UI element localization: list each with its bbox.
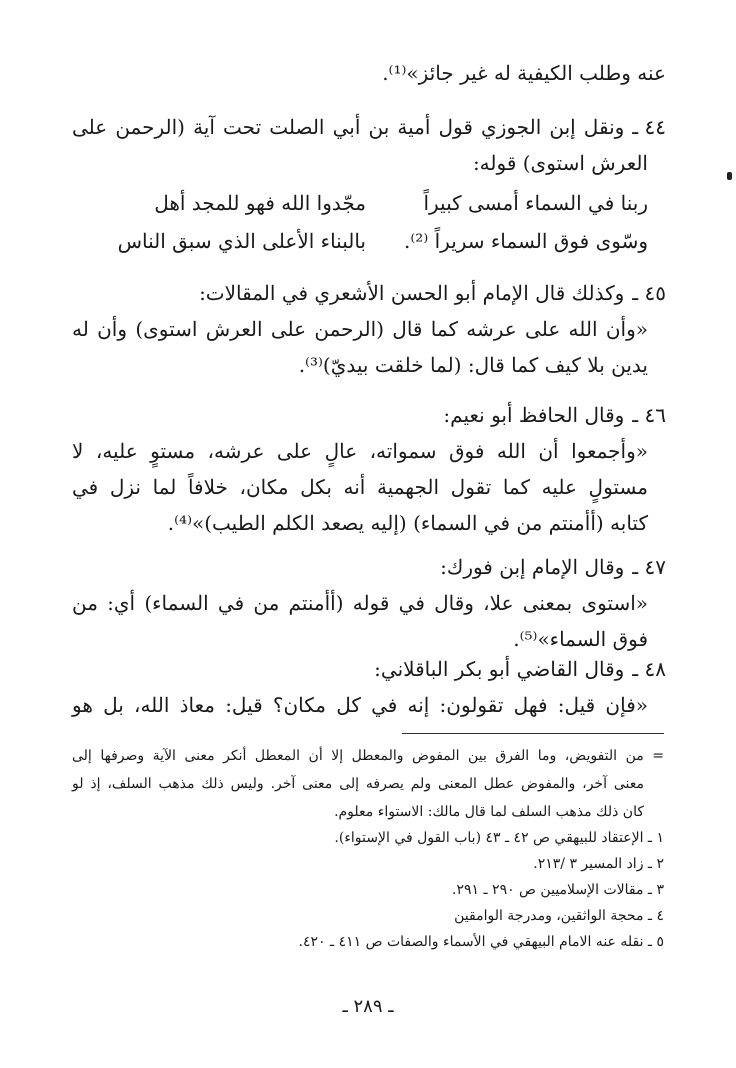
paragraph-45-line-1: ٤٥ ـوكذلك قال الإمام أبو الحسن الأشعري في المقالات:	[199, 278, 666, 308]
paragraph-46-line-2: «وأجمعوا أن الله فوق سمواته، عالٍ على عرشه، مستوٍ عليه، لا	[72, 439, 648, 463]
footnote-5: ٥ ـ نقله عنه الامام البيهقي في الأسماء والصفات ص ٤١١ ـ ٤٢٠.	[298, 934, 664, 950]
footnote-1: ١ ـ الإعتقاد للبيهقي ص ٤٢ ـ ٤٣ (باب القول في الإستواء).	[334, 830, 664, 846]
margin-mark	[727, 172, 732, 180]
paragraph-47-line-3: فوق السماء»⁽⁵⁾.	[513, 627, 648, 651]
page-number: ـ ٢٨٩ ـ	[342, 996, 394, 1017]
item-number: ٤٥ ـ	[632, 281, 666, 305]
verse-hemistich: بالبناء الأعلى الذي سبق الناس	[117, 229, 366, 253]
item-number: ٤٦ ـ	[632, 403, 666, 427]
footnote-4: ٤ ـ محجة الواثقين، ومدرجة الوامقين	[454, 908, 664, 924]
text-line: عنه وطلب الكيفية له غير جائز»⁽¹⁾.	[382, 61, 666, 85]
verse-hemistich: مجّدوا الله فهو للمجد أهل	[154, 191, 366, 215]
verse-hemistich: ربنا في السماء أمسى كبيراً	[423, 191, 648, 215]
paragraph-46-line-1: ٤٦ ـوقال الحافظ أبو نعيم:	[443, 400, 666, 430]
paragraph-45-line-3: يدين بلا كيف كما قال: (لما خلقت بيديّ)⁽³⁾.	[298, 353, 648, 377]
paragraph-47-line-1: ٤٧ ـوقال الإمام إبن فورك:	[440, 552, 666, 582]
paragraph-47-line-2: «استوى بمعنى علا، وقال في قوله (أأمنتم من في السماء) أي: من	[72, 591, 648, 615]
item-number: ٤٧ ـ	[632, 555, 666, 579]
paragraph-44-line-1: ٤٤ ـونقل إبن الجوزي قول أمية بن أبي الصلت تحت آية (الرحمن على	[72, 112, 666, 142]
item-number: ٤٤ ـ	[632, 115, 666, 139]
paragraph-46-line-3: مستولٍ عليه كما تقول الجهمية أنه بكل مكان، خلافاً لما نزل في	[72, 475, 648, 499]
footnote-continuation: معنى آخر، والمفوض عطل المعنى ولم يصرفه إلى معنى آخر. وليس ذلك مذهب السلف، إذ لو	[72, 776, 644, 792]
footnote-3: ٣ ـ مقالات الإسلاميين ص ٢٩٠ ـ ٢٩١.	[452, 882, 664, 898]
paragraph-48-line-1: ٤٨ ـوقال القاضي أبو بكر الباقلاني:	[374, 654, 666, 684]
verse-hemistich: وسّوى فوق السماء سريراً ⁽²⁾.	[404, 229, 648, 253]
footnote-2: ٢ ـ زاد المسير ٣ /٢١٣.	[533, 856, 664, 872]
paragraph-46-line-4: كتابه (أأمنتم من في السماء) (إليه يصعد الكلم الطيب)»⁽⁴⁾.	[167, 511, 648, 535]
footnote-continuation: = من التفويض، وما الفرق بين المفوض والمعطل إلا أن المعطل أنكر معنى الآية وصرفها إلى	[72, 748, 664, 764]
item-number: ٤٨ ـ	[632, 657, 666, 681]
paragraph-45-line-2: «وأن الله على عرشه كما قال (الرحمن على العرش استوى) وأن له	[72, 317, 648, 341]
paragraph-44-line-2: العرش استوى) قوله:	[472, 151, 648, 175]
footnote-divider	[402, 733, 664, 734]
paragraph-48-line-2: «فإن قيل: فهل تقولون: إنه في كل مكان؟ قيل: معاذ الله، بل هو	[72, 693, 648, 717]
footnote-continuation: كان ذلك مذهب السلف لما قال مالك: الاستواء معلوم.	[334, 804, 644, 820]
